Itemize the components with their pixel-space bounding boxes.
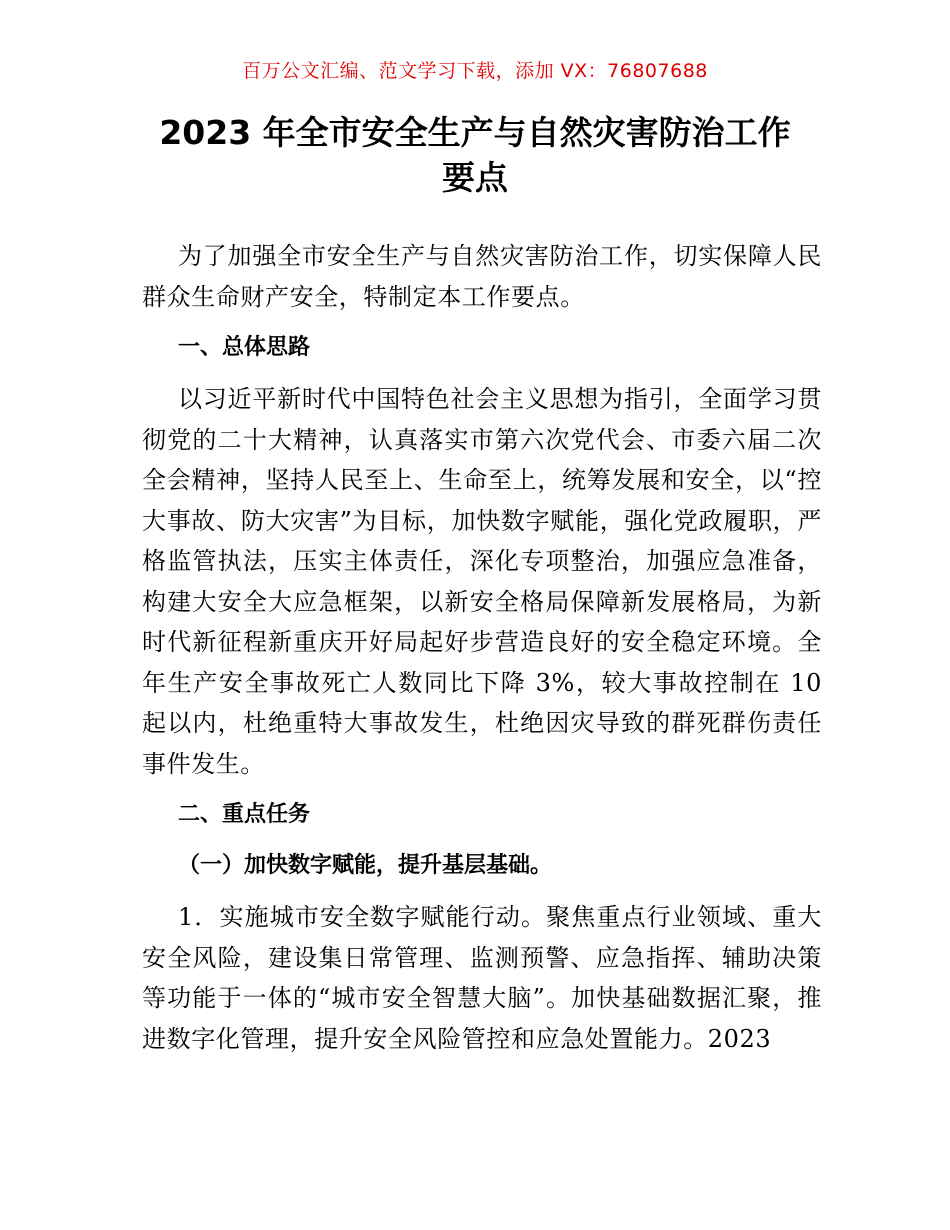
subsection-heading-1: （一）加快数字赋能，提升基层基础。 bbox=[178, 853, 553, 878]
header-banner[interactable]: 百万公文汇编、范文学习下载，添加 VX：76807688 bbox=[242, 60, 708, 82]
section-heading-1: 一、总体思路 bbox=[178, 335, 311, 360]
title-line-1: 2023 年全市安全生产与自然灾害防治工作 bbox=[159, 113, 791, 152]
section-1-paragraph: 以习近平新时代中国特色社会主义思想为指引，全面学习贯彻党的二十大精神，认真落实市第六次党代会、市委六届二次全会精神，坚持人民至上、生命至上，统筹发展和安全，以“控大事故、防大灾害”为目标，加快数字赋能，强化党政履职，严格监管执法，压实主体责任，深化专项整治，加强应急准备，构建大安全大应急框架，以新安全格局保障新发展格局，为新时代新征程新重庆开好局起好步营造良好的安全稳定环境。全年生产安全事故死亡人数同比下降 3%，较大事故控制在 10 起以内，杜绝重特大事故发生，杜绝因灾导致的群死群伤责任事件发生。 bbox=[142, 385, 822, 778]
title-line-2: 要点 bbox=[442, 158, 508, 197]
document-body bbox=[142, 236, 822, 1059]
intro-paragraph: 为了加强全市安全生产与自然灾害防治工作，切实保障人民群众生命财产安全，特制定本工作要点。 bbox=[142, 242, 822, 311]
item-1-paragraph: 1．实施城市安全数字赋能行动。聚焦重点行业领域、重大安全风险，建设集日常管理、监测预警、应急指挥、辅助决策等功能于一体的“城市安全智慧大脑”。加快基础数据汇聚，推进数字化管理，提升安全风险管控和应急处置能力。2023 bbox=[142, 903, 822, 1053]
section-heading-2: 二、重点任务 bbox=[178, 802, 311, 827]
document-title bbox=[120, 110, 830, 200]
